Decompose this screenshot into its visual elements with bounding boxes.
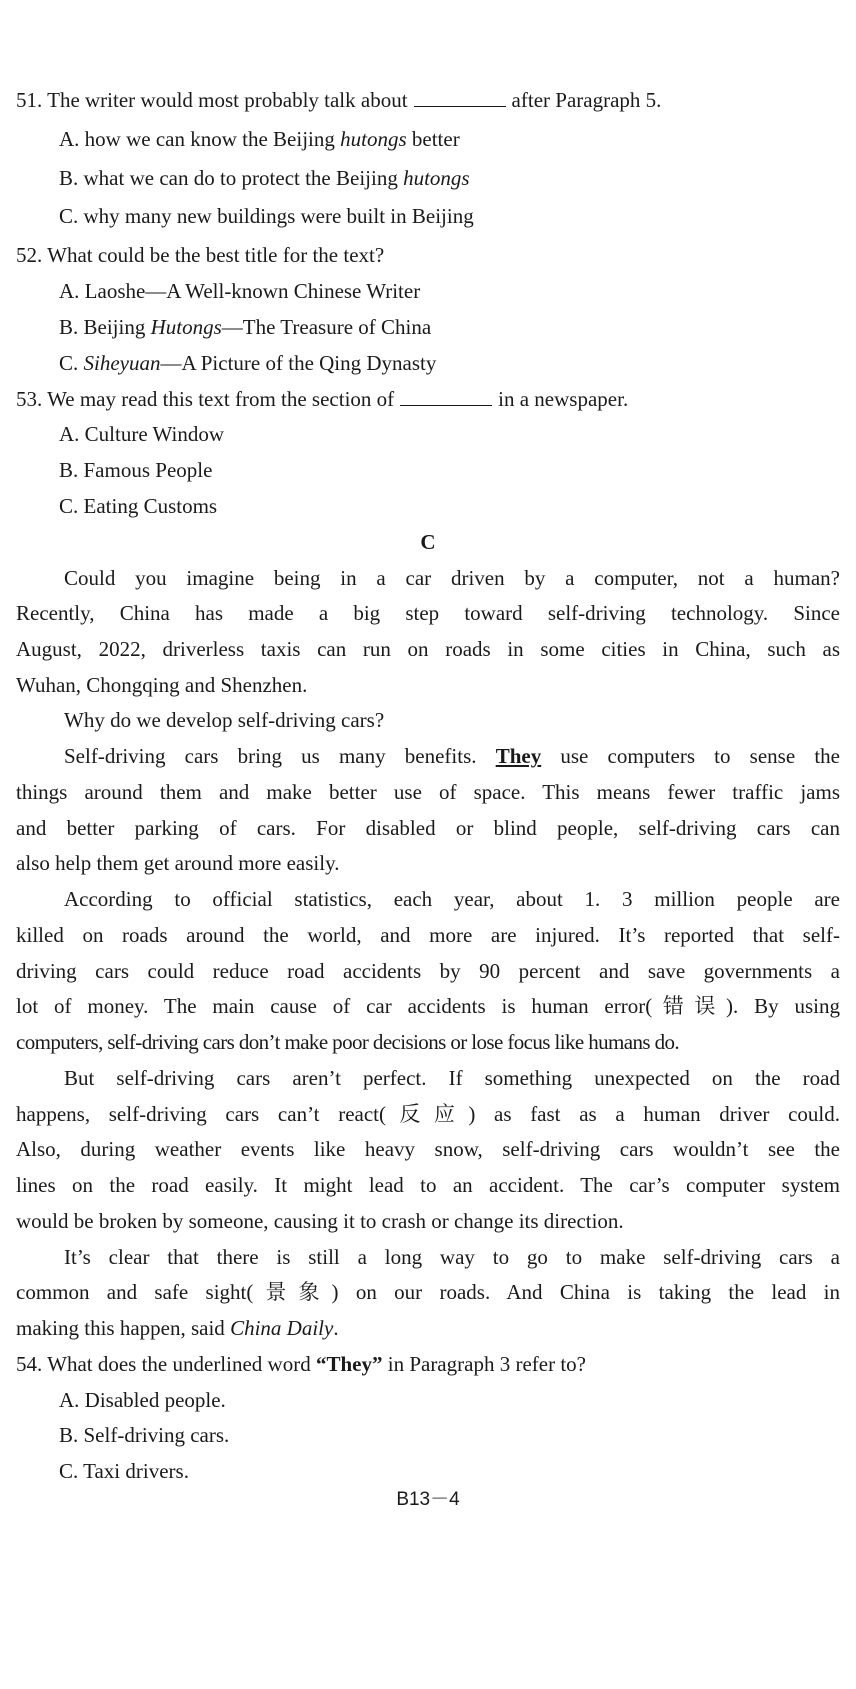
passage-line: and better parking of cars. For disabled or blind people, self-driving cars can xyxy=(16,816,840,840)
passage-line: killed on roads around the world, and more are injured. It’s reported that self- xyxy=(16,923,840,947)
passage-line: common and safe sight(景象) on our roads. And China is taking the lead in xyxy=(16,1280,840,1304)
question-53-option-a: A. Culture Window xyxy=(59,422,225,446)
passage-line: also help them get around more easily. xyxy=(16,851,340,875)
question-52-option-c: C. Siheyuan—A Picture of the Qing Dynasty xyxy=(59,351,437,375)
passage-line: Could you imagine being in a car driven by a computer, not a human? xyxy=(64,566,840,590)
question-51-option-b: B. what we can do to protect the Beijing hutongs xyxy=(59,166,470,190)
passage-line: making this happen, said China Daily. xyxy=(16,1316,339,1340)
passage-line: Self-driving cars bring us many benefits. They use computers to sense the xyxy=(64,744,840,768)
passage-line: Recently, China has made a big step toward self-driving technology. Since xyxy=(16,601,840,625)
question-52-option-b: B. Beijing Hutongs—The Treasure of China xyxy=(59,315,432,339)
stem-text: after Paragraph 5. xyxy=(511,88,662,112)
question-52-option-a: A. Laoshe—A Well-known Chinese Writer xyxy=(59,279,421,303)
answer-blank xyxy=(400,387,492,406)
passage-line: According to official statistics, each year, about 1. 3 million people are xyxy=(64,887,840,911)
passage-line: August, 2022, driverless taxis can run on roads in some cities in China, such as xyxy=(16,637,840,661)
underlined-word: They xyxy=(495,744,542,768)
question-53-option-b: B. Famous People xyxy=(59,458,213,482)
passage-line: lines on the road easily. It might lead to an accident. The car’s computer system xyxy=(16,1173,840,1197)
passage-line: Why do we develop self-driving cars? xyxy=(64,708,385,732)
question-51-stem xyxy=(16,86,840,114)
passage-line: driving cars could reduce road accidents by 90 percent and save governments a xyxy=(16,959,840,983)
question-51-option-a: A. how we can know the Beijing hutongs better xyxy=(59,127,460,151)
passage-line: happens, self-driving cars can’t react(反应) as fast as a human driver could. xyxy=(16,1102,840,1126)
question-51-option-c: C. why many new buildings were built in Beijing xyxy=(59,204,474,228)
question-54-option-b: B. Self-driving cars. xyxy=(59,1423,230,1447)
passage-line: lot of money. The main cause of car accidents is human error(错误). By using xyxy=(16,994,840,1018)
question-53-stem: 53. We may read this text from the section of in a newspaper. xyxy=(16,387,629,411)
passage-line: Also, during weather events like heavy snow, self-driving cars wouldn’t see the xyxy=(16,1137,840,1161)
passage-line: computers, self-driving cars don’t make poor decisions or lose focus like humans do. xyxy=(16,1030,680,1054)
page-number: B13－4 xyxy=(396,1489,460,1510)
section-heading: C xyxy=(420,530,436,554)
question-53-option-c: C. Eating Customs xyxy=(59,494,218,518)
passage-line: Wuhan, Chongqing and Shenzhen. xyxy=(16,673,308,697)
question-54-option-a: A. Disabled people. xyxy=(59,1388,226,1412)
question-54-stem: 54. What does the underlined word “They” in Paragraph 3 refer to? xyxy=(16,1352,586,1376)
passage-line: would be broken by someone, causing it to crash or change its direction. xyxy=(16,1209,624,1233)
question-52-stem: 52. What could be the best title for the text? xyxy=(16,243,385,267)
passage-line: It’s clear that there is still a long way to go to make self-driving cars a xyxy=(64,1245,840,1269)
question-54-option-c: C. Taxi drivers. xyxy=(59,1459,189,1483)
stem-text: 51. The writer would most probably talk about xyxy=(16,88,408,112)
answer-blank xyxy=(414,88,506,107)
passage-line: But self-driving cars aren’t perfect. If something unexpected on the road xyxy=(64,1066,840,1090)
passage-line: things around them and make better use of space. This means fewer traffic jams xyxy=(16,780,840,804)
